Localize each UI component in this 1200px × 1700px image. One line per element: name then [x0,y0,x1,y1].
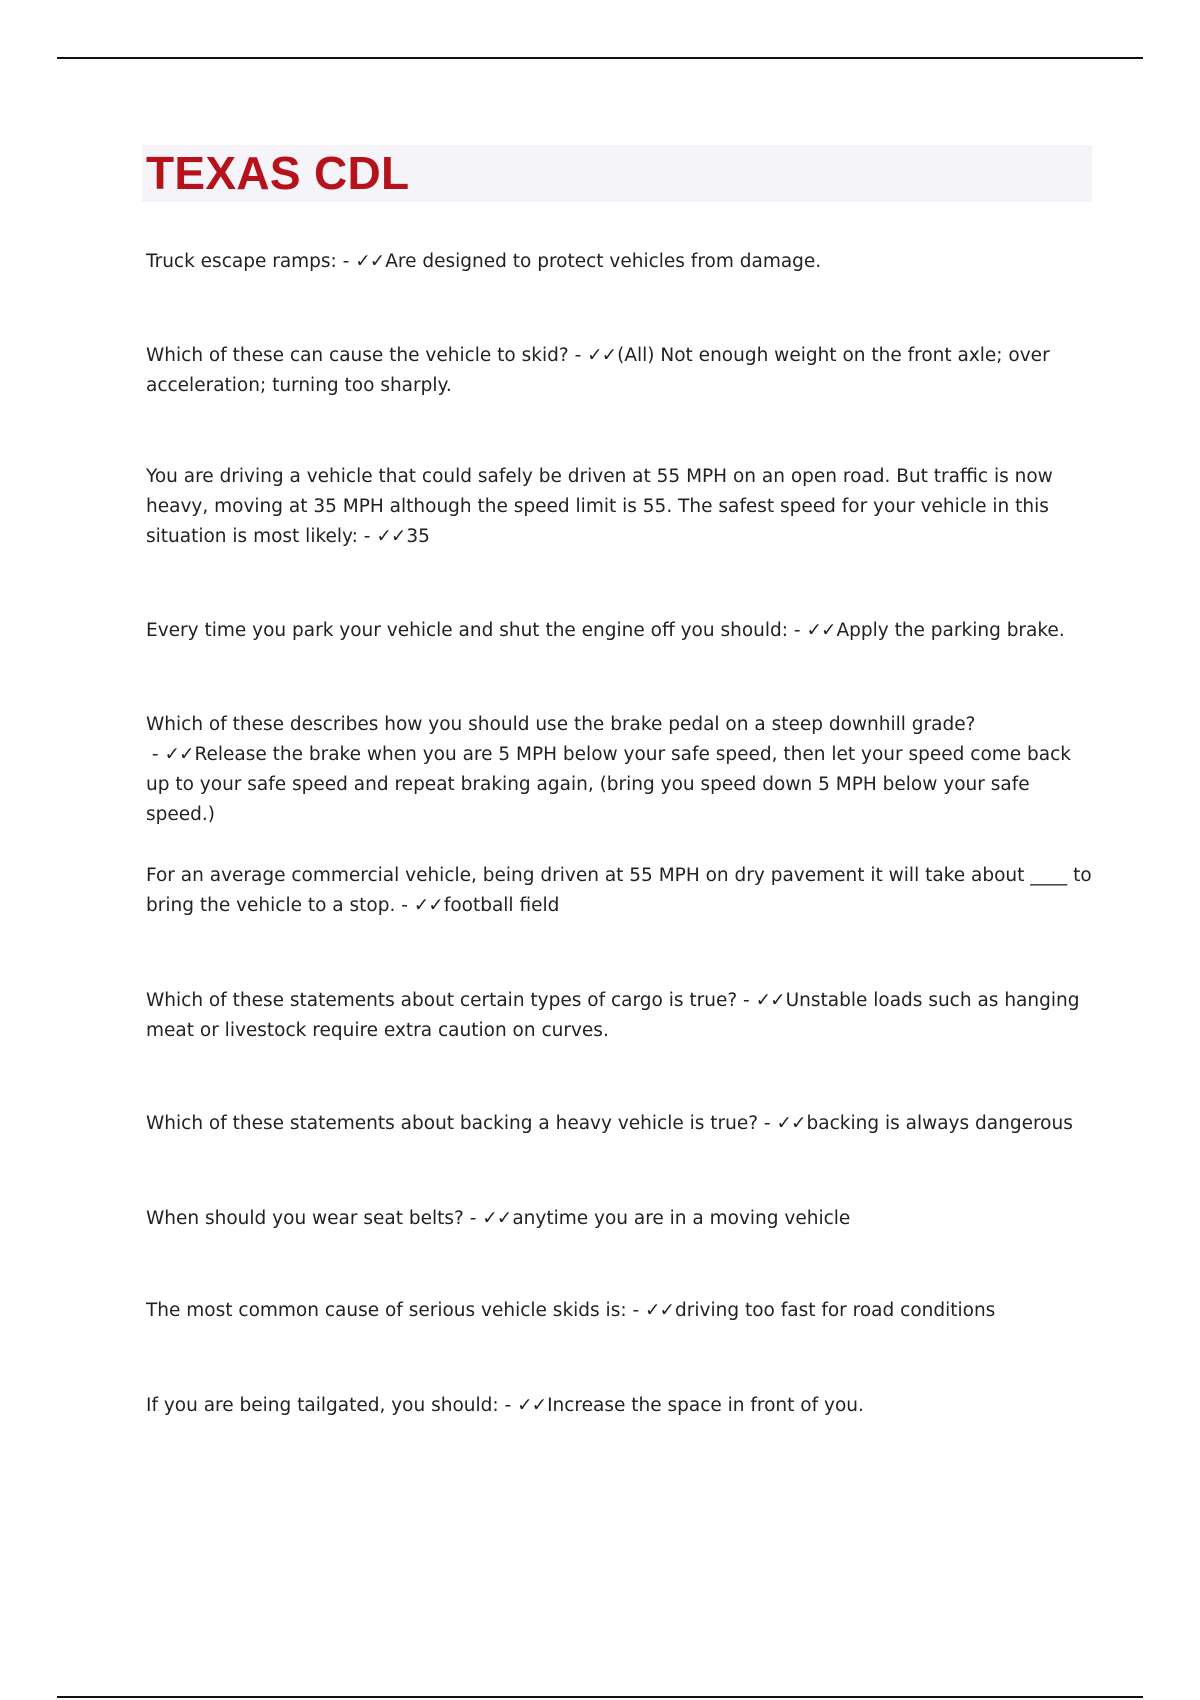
check-icon: ✓✓ [587,345,617,366]
question-text: Which of these can cause the vehicle to skid? [146,345,569,366]
answer-text: Increase the space in front of you. [547,1395,864,1416]
answer-text: Are designed to protect vehicles from damage. [385,251,822,272]
answer-text: (All) Not enough weight on the front axle; over acceleration; turning too sharply. [146,345,1050,396]
answer-text: Unstable loads such as hanging meat or livestock require extra caution on curves. [146,990,1080,1041]
answer-text: Release the brake when you are 5 MPH below your safe speed, then let your speed come back up to your safe speed and repeat braking again, (bring you speed down 5 MPH below your safe speed.) [146,744,1072,825]
check-icon: ✓✓ [517,1395,547,1416]
qa-item [146,861,1096,921]
answer-separator: - [626,1300,646,1321]
qa-item [146,710,1096,830]
check-icon: ✓✓ [482,1208,512,1229]
check-icon: ✓✓ [806,620,836,641]
answer-separator: - [737,990,756,1011]
check-icon: ✓✓ [645,1300,675,1321]
qa-item [146,986,1096,1046]
check-icon: ✓✓ [776,1113,806,1134]
check-icon: ✓✓ [755,990,785,1011]
footer-rule [57,1696,1143,1698]
answer-text: 35 [406,526,430,547]
check-icon: ✓✓ [355,251,385,272]
header-rule [57,57,1143,59]
answer-separator: - [758,1113,777,1134]
qa-item [146,1296,1096,1326]
qa-item [146,1109,1096,1139]
question-text: Which of these describes how you should use the brake pedal on a steep downhill grade? [146,714,976,735]
answer-separator: - [788,620,807,641]
answer-text: backing is always dangerous [806,1113,1073,1134]
qa-item [146,462,1096,552]
answer-separator: - [357,526,377,547]
answer-text: driving too fast for road conditions [675,1300,996,1321]
question-text: For an average commercial vehicle, being driven at 55 MPH on dry pavement it will take about ____ to bring the vehicle to a stop. [146,865,1092,916]
page-title: TEXAS CDL [146,147,410,199]
answer-text: anytime you are in a moving vehicle [512,1208,851,1229]
qa-item [146,616,1096,646]
answer-separator: - [568,345,588,366]
question-text: Every time you park your vehicle and shut the engine off you should: [146,620,788,641]
qa-item [146,1204,1096,1234]
check-icon: ✓✓ [413,895,443,916]
question-text: If you are being tailgated, you should: [146,1395,499,1416]
answer-separator: - [463,1208,483,1229]
answer-separator: - [395,895,414,916]
question-text: Which of these statements about certain types of cargo is true? [146,990,738,1011]
qa-item [146,247,1096,277]
answer-text: football field [443,895,560,916]
question-text: Which of these statements about backing a heavy vehicle is true? [146,1113,759,1134]
check-icon: ✓✓ [164,744,194,765]
qa-item [146,1391,1096,1421]
answer-text: Apply the parking brake. [836,620,1065,641]
answer-separator: - [498,1395,518,1416]
question-text: You are driving a vehicle that could safely be driven at 55 MPH on an open road. But traffic is now heavy, moving at 35 MPH although the speed limit is 55. The safest speed for your vehicle in this situation is most likely: [146,466,1053,547]
qa-item [146,341,1096,401]
check-icon: ✓✓ [376,526,406,547]
answer-separator: - [146,744,165,765]
question-text: When should you wear seat belts? [146,1208,464,1229]
question-text: The most common cause of serious vehicle skids is: [146,1300,627,1321]
answer-separator: - [336,251,356,272]
question-text: Truck escape ramps: [146,251,337,272]
